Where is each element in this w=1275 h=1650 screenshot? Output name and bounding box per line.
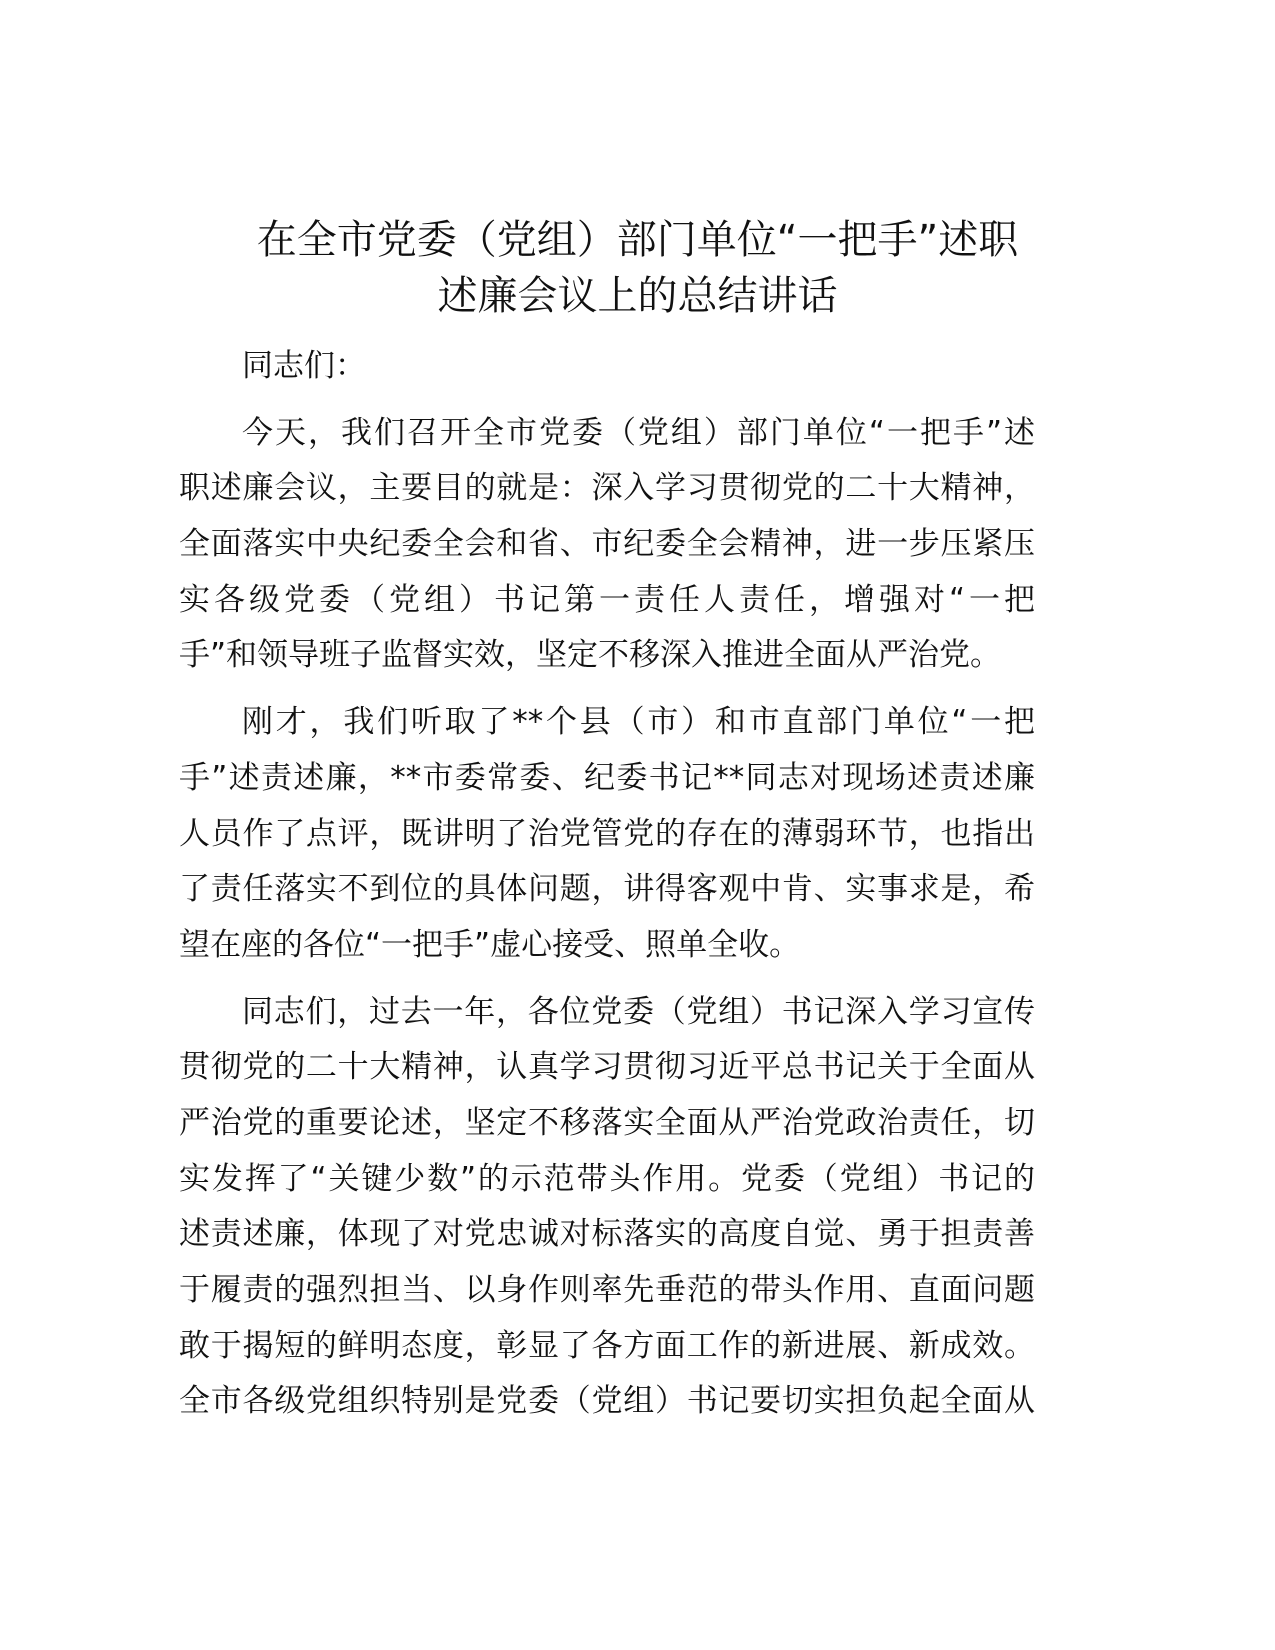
text-line: 同志们： [242, 348, 366, 384]
text-line: 同志们，过去一年，各位党委（党组）书记深入学习宣传 [242, 993, 1035, 1030]
text-line: 人员作了点评，既讲明了治党管党的存在的薄弱环节，也指出 [179, 815, 1035, 852]
text-line: 全市各级党组织特别是党委（党组）书记要切实担负起全面从 [179, 1383, 1035, 1420]
text-line: 望在座的各位“一把手”虚心接受、照单全收。 [179, 926, 801, 963]
title-line: 述廉会议上的总结讲话 [437, 273, 838, 319]
text-line: 严治党的重要论述，坚定不移落实全面从严治党政治责任，切 [179, 1104, 1035, 1141]
text-line: 刚才，我们听取了**个县（市）和市直部门单位“一把 [242, 704, 1035, 741]
document-title [150, 212, 1125, 324]
text-line: 实发挥了“关键少数”的示范带头作用。党委（党组）书记的 [179, 1160, 1035, 1197]
text-line: 实各级党委（党组）书记第一责任人责任，增强对“一把 [179, 581, 1035, 618]
text-line: 手”述责述廉，**市委常委、纪委书记**同志对现场述责述廉 [179, 759, 1035, 796]
text-line: 今天，我们召开全市党委（党组）部门单位“一把手”述 [242, 414, 1035, 451]
text-line: 于履责的强烈担当、以身作则率先垂范的带头作用、直面问题 [179, 1272, 1035, 1308]
text-line: 全面落实中央纪委全会和省、市纪委全会精神，进一步压紧压 [179, 526, 1035, 563]
text-line: 述责述廉，体现了对党忠诚对标落实的高度自觉、勇于担责善 [179, 1216, 1035, 1253]
text-line: 敢于揭短的鲜明态度，彰显了各方面工作的新进展、新成效。 [179, 1327, 1035, 1364]
document-body [179, 339, 1035, 1430]
text-line: 手”和领导班子监督实效，坚定不移深入推进全面从严治党。 [179, 637, 1002, 674]
title-line: 在全市党委（党组）部门单位“一把手”述职 [256, 217, 1019, 263]
text-line: 了责任落实不到位的具体问题，讲得客观中肯、实事求是，希 [179, 871, 1035, 908]
paragraph [179, 695, 1035, 973]
paragraph [179, 985, 1035, 1431]
paragraph [179, 406, 1035, 684]
text-line: 贯彻党的二十大精神，认真学习贯彻习近平总书记关于全面从 [179, 1049, 1035, 1086]
paragraph [179, 339, 1035, 395]
text-line: 职述廉会议，主要目的就是：深入学习贯彻党的二十大精神， [179, 470, 1035, 507]
